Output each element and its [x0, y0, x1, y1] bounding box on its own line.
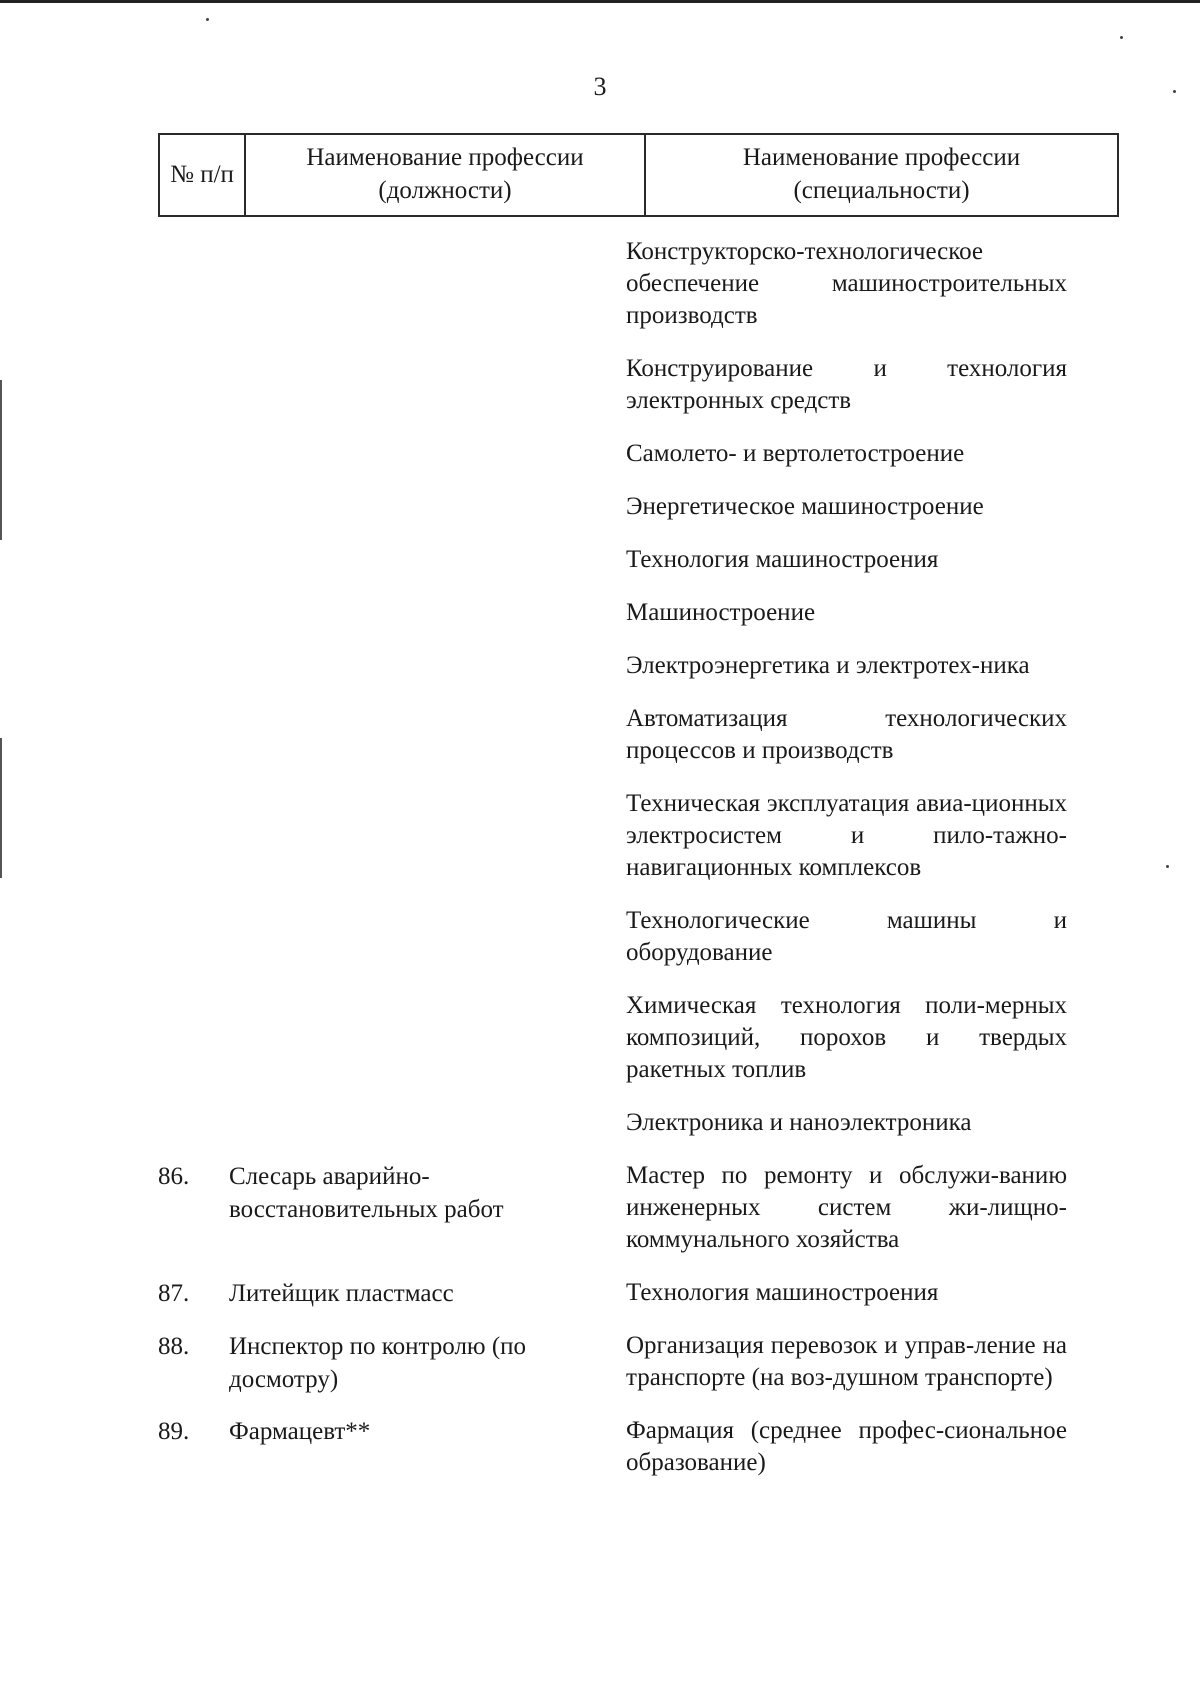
header-row: [159, 134, 1118, 216]
specialty-item: Электроэнергетика и электротех-ника: [626, 652, 1030, 679]
specialty-item: Конструкторско-технологическое обеспечение машиностроительных производств: [626, 238, 1067, 329]
specialty-item: Самолето- и вертолетостроение: [626, 440, 965, 467]
row-profession: Слесарь аварийно-восстановительных работ: [229, 1163, 504, 1223]
table-row: [0, 1160, 1200, 1256]
specialty-item: Автоматизация технологических процессов и производств: [626, 705, 1067, 764]
row-number: 89.: [158, 1418, 190, 1445]
numbered-rows: [0, 1160, 1200, 1479]
specialty-item: Технология машиностроения: [626, 546, 939, 573]
row-specialty: Организация перевозок и управ-ление на транспорте (на воз-душном транспорте): [626, 1332, 1067, 1391]
table-row: [0, 1415, 1200, 1479]
page-number: 3: [593, 72, 607, 101]
specialty-item: Технологические машины и оборудование: [626, 907, 1067, 966]
table-row: [0, 1330, 1200, 1394]
row-profession: Инспектор по контролю (по досмотру): [229, 1333, 527, 1393]
scan-speck: [1120, 36, 1123, 39]
specialty-item: Машиностроение: [626, 599, 816, 626]
specialty-item: Энергетическое машиностроение: [626, 493, 984, 520]
header-col-number: № п/п: [159, 134, 245, 216]
row-specialty: Фармация (среднее профес-сиональное образование): [626, 1417, 1067, 1476]
scan-edge-top: [0, 0, 1200, 3]
table-header: [158, 133, 1119, 217]
specialty-item: Электроника и наноэлектроника: [626, 1109, 972, 1136]
scan-speck: [206, 18, 209, 21]
table-row: [0, 1277, 1200, 1309]
header-col-profession: Наименование профессии (должности): [245, 134, 645, 216]
specialty-item: Конструирование и технология электронных средств: [626, 355, 1067, 414]
row-number: 87.: [158, 1280, 190, 1307]
row-profession: Литейщик пластмасс: [229, 1280, 454, 1307]
row-number: 86.: [158, 1163, 190, 1190]
table-body: [0, 236, 1200, 1479]
row-profession: Фармацевт**: [229, 1418, 371, 1445]
specialty-item: Техническая эксплуатация авиа-ционных электросистем и пило-тажно-навигационных комплексов: [626, 790, 1067, 881]
specialty-item: Химическая технология поли-мерных композиций, порохов и твердых ракетных топлив: [626, 992, 1067, 1083]
row-specialty: Технология машиностроения: [626, 1279, 939, 1306]
row-specialty: Мастер по ремонту и обслужи-ванию инженерных систем жи-лищно-коммунального хозяйства: [626, 1162, 1067, 1253]
continued-specialty-list: [626, 236, 1067, 1139]
row-number: 88.: [158, 1333, 190, 1360]
header-col-specialty: Наименование профессии (специальности): [645, 134, 1118, 216]
